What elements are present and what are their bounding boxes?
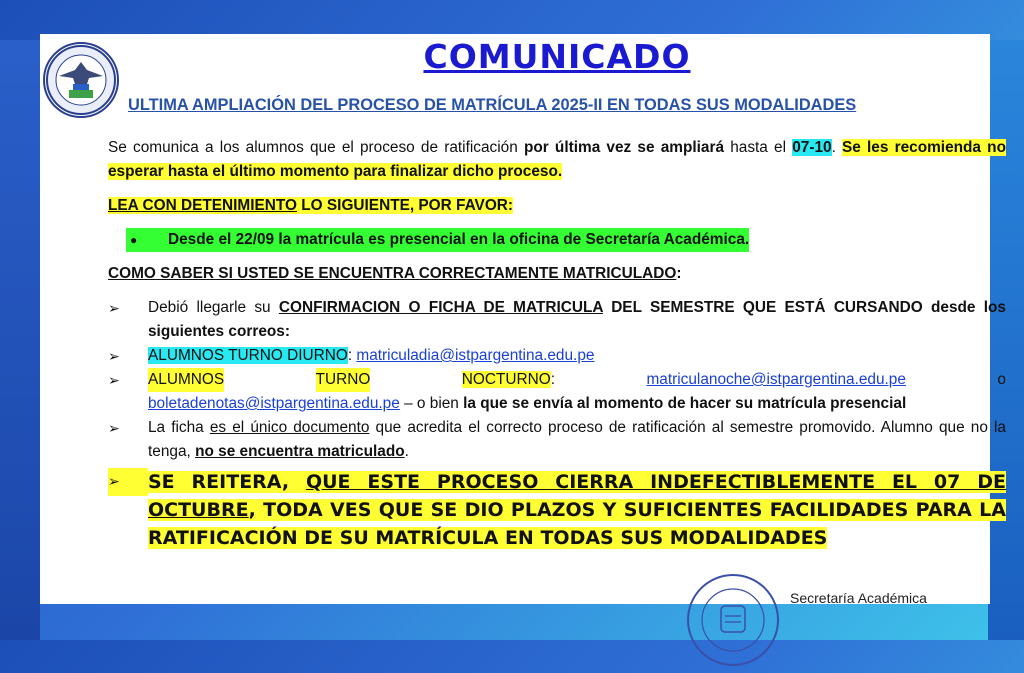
final-warning-text	[148, 468, 1006, 552]
intro-paragraph	[108, 136, 1006, 184]
intro-text-3: hasta el	[724, 139, 793, 156]
item4-text-e: .	[404, 443, 409, 460]
item4-text-c: que acredita el correcto proceso de ratificación al semestre promovido. Alumno que no la tenga,	[148, 419, 1006, 460]
read-carefully-line	[108, 194, 1006, 218]
night-shift-sep: :	[550, 371, 555, 388]
list-item	[108, 416, 1006, 464]
arrow-bullet-icon: ➢	[108, 372, 120, 388]
item1-text-b: CONFIRMACION O FICHA DE MATRICULA	[278, 299, 603, 316]
intro-text-1: Se comunica a los alumnos que el proceso de ratificación	[108, 139, 524, 156]
read-carefully-underlined: LEA CON DETENIMIENTO	[108, 197, 297, 214]
intro-emphasis: por última vez se ampliará	[523, 139, 725, 156]
notice-page	[40, 34, 1006, 606]
day-shift-sep: :	[347, 347, 357, 364]
page-subtitle: ULTIMA AMPLIACIÓN DEL PROCESO DE MATRÍCULA 2025-II EN TODAS SUS MODALIDADES	[128, 96, 857, 114]
howto-heading-colon: :	[676, 265, 682, 282]
item1-text-a: Debió llegarle su	[148, 299, 279, 316]
arrow-bullet-icon: ➢	[108, 300, 120, 316]
academic-seal	[685, 572, 781, 668]
item4-text-d: no se encuentra matriculado	[195, 443, 405, 460]
list-item-text	[148, 416, 1006, 464]
read-carefully-rest: LO SIGUIENTE, POR FAVOR:	[296, 197, 514, 214]
arrow-bullet-icon: ➢	[108, 468, 148, 496]
night-shift-or: o	[997, 371, 1006, 388]
howto-heading-text: COMO SABER SI USTED SE ENCUENTRA CORRECTAMENTE MATRICULADO	[108, 265, 677, 282]
day-shift-label: ALUMNOS TURNO DIURNO	[148, 347, 348, 364]
night-shift-word-2: TURNO	[316, 368, 371, 392]
night-shift-word-3-wrap	[462, 368, 555, 392]
page-title: COMUNICADO	[423, 37, 691, 76]
arrow-bullet-icon: ➢	[108, 348, 120, 364]
list-item	[108, 344, 1006, 368]
list-item	[108, 296, 1006, 344]
list-item-text	[148, 344, 1006, 368]
title-box	[396, 34, 718, 82]
final-text-b: QUE ESTE PROCESO CIERRA INDEFECTIBLEMENTE EL 07 DE OCTUBRE	[148, 471, 1006, 521]
left-decor-band	[0, 40, 40, 640]
final-text-a: SE REITERA,	[148, 471, 306, 493]
grades-email-link[interactable]: boletadenotas@istpargentina.edu.pe	[148, 395, 400, 412]
final-text-c: , TODA VES QUE SE DIO PLAZOS Y SUFICIENTES FACILIDADES PARA LA RATIFICACIÓN DE SU MATRÍCULA EN TODAS SUS MODALIDADES	[148, 499, 1006, 549]
day-shift-email-link[interactable]: matriculadia@istpargentina.edu.pe	[356, 347, 595, 364]
list-item	[108, 368, 1006, 416]
list-item-text	[148, 368, 1006, 416]
final-warning	[108, 468, 1006, 552]
night-shift-line	[148, 368, 1006, 392]
night-shift-mid: – o bien	[399, 395, 464, 412]
list-item-text	[148, 296, 1006, 344]
night-shift-email-link[interactable]: matriculanoche@istpargentina.edu.pe	[646, 371, 906, 388]
item4-text-a: La ficha	[148, 419, 210, 436]
arrow-bullet-icon: ➢	[108, 420, 120, 436]
intro-recommendation: Se les recomienda no esperar hasta el último momento para finalizar dicho proceso.	[108, 139, 1006, 180]
bullet-icon: ●	[126, 228, 168, 252]
institute-logo	[43, 42, 119, 118]
night-shift-word-3: NOCTURNO	[461, 371, 551, 388]
item4-text-b: es el único documento	[209, 419, 370, 436]
night-shift-tail: la que se envía al momento de hacer su matrícula presencial	[463, 395, 907, 412]
presencial-bullet	[126, 228, 1006, 252]
notice-body	[108, 136, 1006, 552]
night-shift-line-2	[148, 392, 1006, 416]
intro-text-4: .	[831, 139, 843, 156]
signature-label: Secretaría Académica	[790, 590, 927, 606]
deadline-date: 07-10	[792, 139, 832, 156]
night-shift-word-1: ALUMNOS	[148, 368, 224, 392]
howto-heading	[108, 262, 1006, 286]
item1-text-c: DEL SEMESTRE QUE ESTÁ CURSANDO desde los siguientes correos:	[148, 299, 1006, 340]
presencial-bullet-text: Desde el 22/09 la matrícula es presencial en la oficina de Secretaría Académica.	[168, 228, 749, 252]
